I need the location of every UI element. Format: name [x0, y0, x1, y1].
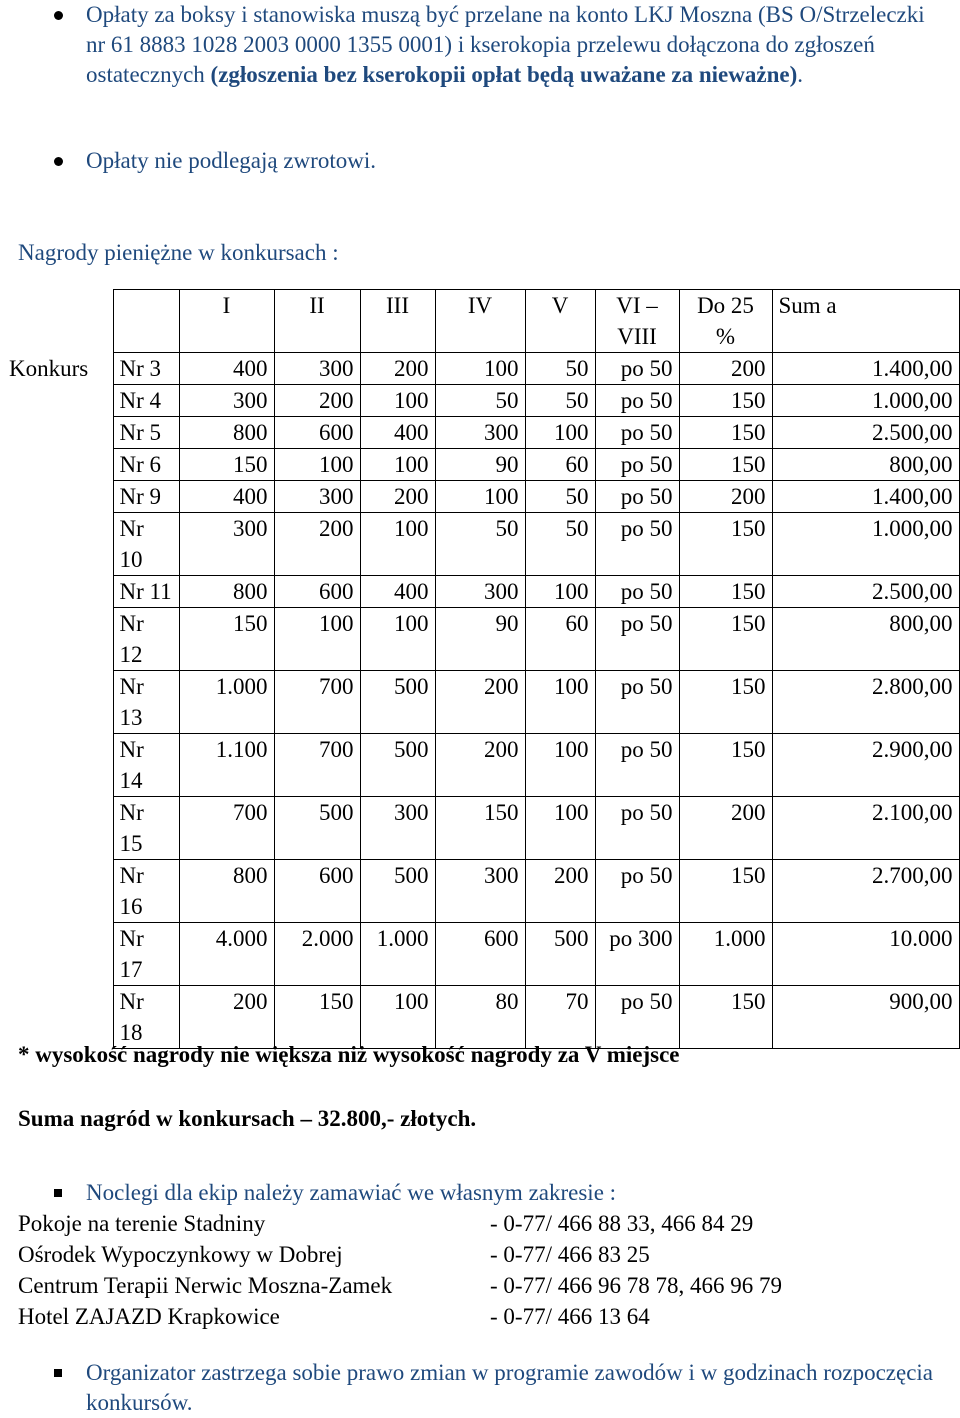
header-cell: II	[274, 290, 360, 353]
lodging-item	[18, 1239, 650, 1270]
prize-value-cell: po 300	[595, 923, 679, 986]
prize-value-cell: 50	[525, 481, 595, 513]
bullet-lodging	[86, 1178, 946, 1208]
prize-value-cell: 600	[435, 923, 525, 986]
lodging-name: Hotel ZAJAZD Krapkowice	[18, 1304, 280, 1329]
lodging-name: Ośrodek Wypoczynkowy w Dobrej	[18, 1242, 343, 1267]
prize-value-cell: 400	[179, 481, 274, 513]
row-label-cell	[5, 986, 113, 1049]
table-row	[5, 449, 959, 481]
table-row	[5, 385, 959, 417]
prize-value-cell: 100	[274, 449, 360, 481]
prize-value-cell: 1.000	[679, 923, 772, 986]
fees-period: .	[797, 62, 803, 87]
prize-value-cell: 100	[435, 353, 525, 385]
prize-value-cell: 200	[274, 513, 360, 576]
no-refund-text: Opłaty nie podlegają zwrotowi.	[86, 148, 376, 173]
header-cell: Sum a	[772, 290, 959, 353]
prize-value-cell: po 50	[595, 353, 679, 385]
prize-value-cell: 150	[679, 671, 772, 734]
header-cell: IV	[435, 290, 525, 353]
contest-name-cell: Nr 16	[113, 860, 179, 923]
lodging-name: Pokoje na terenie Stadniny	[18, 1211, 266, 1236]
prize-value-cell: 150	[179, 608, 274, 671]
prize-value-cell: 2.500,00	[772, 417, 959, 449]
header-cell: III	[360, 290, 435, 353]
row-label-cell	[5, 481, 113, 513]
lodging-item	[18, 1301, 650, 1332]
prize-value-cell: 70	[525, 986, 595, 1049]
lodging-item	[18, 1208, 754, 1239]
prize-value-cell: 500	[360, 734, 435, 797]
row-label-cell: Konkurs	[5, 353, 113, 385]
prize-value-cell: 100	[360, 385, 435, 417]
lodging-heading: Noclegi dla ekip należy zamawiać we własnym zakresie :	[86, 1180, 617, 1205]
prize-value-cell: 300	[435, 576, 525, 608]
prize-value-cell: 200	[679, 353, 772, 385]
prize-value-cell: 50	[435, 513, 525, 576]
prize-table-body	[5, 290, 959, 1049]
prize-value-cell: 700	[274, 734, 360, 797]
table-row	[5, 608, 959, 671]
row-label-cell	[5, 449, 113, 481]
prize-value-cell: 150	[679, 417, 772, 449]
prize-value-cell: 500	[360, 860, 435, 923]
prize-value-cell: po 50	[595, 986, 679, 1049]
contest-name-cell: Nr 11	[113, 576, 179, 608]
prize-value-cell: 600	[274, 417, 360, 449]
prize-value-cell: 300	[435, 417, 525, 449]
prize-value-cell: 900,00	[772, 986, 959, 1049]
contest-name-cell: Nr 3	[113, 353, 179, 385]
prize-value-cell: 150	[679, 576, 772, 608]
prize-value-cell: 50	[525, 353, 595, 385]
prize-value-cell: 400	[360, 417, 435, 449]
prize-value-cell: 300	[360, 797, 435, 860]
contest-name-cell: Nr 9	[113, 481, 179, 513]
contest-name-cell: Nr 15	[113, 797, 179, 860]
prize-value-cell: po 50	[595, 385, 679, 417]
prize-value-cell: po 50	[595, 513, 679, 576]
table-row	[5, 734, 959, 797]
bullet-no-refund	[86, 146, 946, 176]
prize-value-cell: 1.000	[360, 923, 435, 986]
prize-value-cell: po 50	[595, 797, 679, 860]
prize-value-cell: 100	[525, 671, 595, 734]
table-row	[5, 860, 959, 923]
table-row	[5, 986, 959, 1049]
prize-value-cell: po 50	[595, 734, 679, 797]
prize-value-cell: 150	[679, 385, 772, 417]
header-empty-cell	[5, 290, 113, 353]
prize-value-cell: 100	[525, 734, 595, 797]
fees-invalid-note: (zgłoszenia bez kserokopii opłat będą uważane za nieważne)	[210, 62, 798, 87]
prize-value-cell: po 50	[595, 671, 679, 734]
prize-value-cell: 200	[679, 797, 772, 860]
prize-value-cell: 200	[435, 671, 525, 734]
table-row	[5, 576, 959, 608]
prize-value-cell: 150	[679, 986, 772, 1049]
lodging-phone: - 0-77/ 466 13 64	[490, 1304, 650, 1329]
prize-table	[5, 289, 960, 1049]
prize-value-cell: 800	[179, 860, 274, 923]
prize-note: * wysokość nagrody nie większa niż wysokość nagrody za V miejsce	[18, 1042, 680, 1067]
prize-value-cell: 60	[525, 449, 595, 481]
prize-value-cell: po 50	[595, 449, 679, 481]
prize-value-cell: 300	[274, 481, 360, 513]
contest-name-cell: Nr 4	[113, 385, 179, 417]
prize-value-cell: 100	[360, 513, 435, 576]
prize-value-cell: 150	[679, 860, 772, 923]
row-label-cell	[5, 923, 113, 986]
lodging-name: Centrum Terapii Nerwic Moszna-Zamek	[18, 1273, 393, 1298]
table-row	[5, 671, 959, 734]
prize-value-cell: 200	[679, 481, 772, 513]
prize-value-cell: po 50	[595, 481, 679, 513]
prize-value-cell: 400	[179, 353, 274, 385]
prize-value-cell: 1.000,00	[772, 513, 959, 576]
prize-value-cell: 100	[435, 481, 525, 513]
prize-value-cell: 2.100,00	[772, 797, 959, 860]
prize-value-cell: 600	[274, 576, 360, 608]
prize-value-cell: 150	[179, 449, 274, 481]
prize-value-cell: 150	[679, 513, 772, 576]
row-label-cell	[5, 513, 113, 576]
prize-value-cell: 2.800,00	[772, 671, 959, 734]
prize-value-cell: 600	[274, 860, 360, 923]
prize-value-cell: 200	[274, 385, 360, 417]
lodging-phone: - 0-77/ 466 83 25	[490, 1242, 650, 1267]
contest-name-cell: Nr 12	[113, 608, 179, 671]
prize-value-cell: 90	[435, 608, 525, 671]
bullet-organizer	[86, 1358, 946, 1418]
prize-value-cell: 150	[274, 986, 360, 1049]
bullet-dot-icon	[54, 157, 63, 166]
prize-value-cell: 300	[274, 353, 360, 385]
bullet-fees-transfer	[86, 0, 946, 90]
prize-value-cell: 2.700,00	[772, 860, 959, 923]
lodging-phone: - 0-77/ 466 96 78 78, 466 96 79	[490, 1273, 782, 1298]
prize-value-cell: po 50	[595, 608, 679, 671]
bullet-square-icon	[54, 1369, 62, 1377]
header-cell: VI – VIII	[595, 290, 679, 353]
prize-value-cell: 500	[274, 797, 360, 860]
bullet-square-icon	[54, 1189, 62, 1197]
contest-name-cell: Nr 17	[113, 923, 179, 986]
prize-value-cell: 800	[179, 417, 274, 449]
organizer-text: Organizator zastrzega sobie prawo zmian w programie zawodów i w godzinach rozpoczęcia konkursów.	[86, 1360, 934, 1415]
prize-value-cell: 200	[525, 860, 595, 923]
contest-name-cell: Nr 5	[113, 417, 179, 449]
row-label-cell	[5, 734, 113, 797]
prize-value-cell: 4.000	[179, 923, 274, 986]
prize-value-cell: po 50	[595, 417, 679, 449]
prize-value-cell: 90	[435, 449, 525, 481]
prize-value-cell: 400	[360, 576, 435, 608]
contest-name-cell: Nr 18	[113, 986, 179, 1049]
prize-value-cell: 100	[525, 417, 595, 449]
prize-value-cell: 150	[679, 449, 772, 481]
prize-value-cell: 300	[179, 513, 274, 576]
prize-value-cell: 200	[179, 986, 274, 1049]
prize-value-cell: 200	[435, 734, 525, 797]
contest-name-cell: Nr 13	[113, 671, 179, 734]
prize-value-cell: 800	[179, 576, 274, 608]
prize-value-cell: 500	[360, 671, 435, 734]
prize-value-cell: 100	[525, 576, 595, 608]
prize-value-cell: 1.100	[179, 734, 274, 797]
header-cell: V	[525, 290, 595, 353]
prize-value-cell: 2.000	[274, 923, 360, 986]
table-row	[5, 797, 959, 860]
lodging-item	[18, 1270, 782, 1301]
prize-value-cell: 50	[525, 385, 595, 417]
prize-value-cell: 2.900,00	[772, 734, 959, 797]
prizes-heading: Nagrody pieniężne w konkursach :	[18, 240, 339, 265]
contest-name-cell: Nr 10	[113, 513, 179, 576]
row-label-cell	[5, 608, 113, 671]
table-row	[5, 923, 959, 986]
row-label-cell	[5, 797, 113, 860]
prize-total: Suma nagród w konkursach – 32.800,- złotych.	[18, 1106, 477, 1131]
prize-value-cell: 700	[179, 797, 274, 860]
prize-value-cell: 50	[525, 513, 595, 576]
prize-value-cell: 150	[679, 734, 772, 797]
prize-value-cell: 10.000	[772, 923, 959, 986]
row-label-cell	[5, 385, 113, 417]
header-cell: Do 25 %	[679, 290, 772, 353]
prize-value-cell: 300	[435, 860, 525, 923]
contest-name-cell: Nr 14	[113, 734, 179, 797]
header-empty-cell	[113, 290, 179, 353]
table-row	[5, 417, 959, 449]
prize-value-cell: 800,00	[772, 608, 959, 671]
prize-value-cell: 100	[274, 608, 360, 671]
contest-name-cell: Nr 6	[113, 449, 179, 481]
prize-value-cell: 1.000,00	[772, 385, 959, 417]
lodging-phone: - 0-77/ 466 88 33, 466 84 29	[490, 1211, 754, 1236]
prize-value-cell: po 50	[595, 576, 679, 608]
table-row	[5, 481, 959, 513]
prize-value-cell: 1.400,00	[772, 353, 959, 385]
prize-value-cell: 700	[274, 671, 360, 734]
prize-value-cell: 800,00	[772, 449, 959, 481]
prize-value-cell: 1.400,00	[772, 481, 959, 513]
bullet-dot-icon	[54, 11, 63, 20]
prize-value-cell: 80	[435, 986, 525, 1049]
row-label-cell	[5, 576, 113, 608]
prize-value-cell: 100	[525, 797, 595, 860]
prize-value-cell: 1.000	[179, 671, 274, 734]
row-label-cell	[5, 417, 113, 449]
prize-value-cell: 2.500,00	[772, 576, 959, 608]
row-label-cell	[5, 671, 113, 734]
fees-transfer-text: Opłaty za boksy i stanowiska muszą być przelane na konto LKJ Moszna (BS O/Strzeleczki nr 61 8883 1028 2003 0000 1355 0001) i kserokopia przelewu dołączona do zgłoszeń ostatecznych	[86, 2, 925, 87]
header-cell: I	[179, 290, 274, 353]
prize-value-cell: 50	[435, 385, 525, 417]
table-row	[5, 513, 959, 576]
table-row	[5, 353, 959, 385]
prize-value-cell: 150	[679, 608, 772, 671]
prize-value-cell: po 50	[595, 860, 679, 923]
prize-header-row	[5, 290, 959, 353]
prize-value-cell: 150	[435, 797, 525, 860]
prize-value-cell: 100	[360, 449, 435, 481]
prize-value-cell: 100	[360, 986, 435, 1049]
prize-value-cell: 100	[360, 608, 435, 671]
prize-value-cell: 60	[525, 608, 595, 671]
prize-value-cell: 500	[525, 923, 595, 986]
prize-value-cell: 300	[179, 385, 274, 417]
prize-value-cell: 200	[360, 481, 435, 513]
prize-value-cell: 200	[360, 353, 435, 385]
row-label-cell	[5, 860, 113, 923]
